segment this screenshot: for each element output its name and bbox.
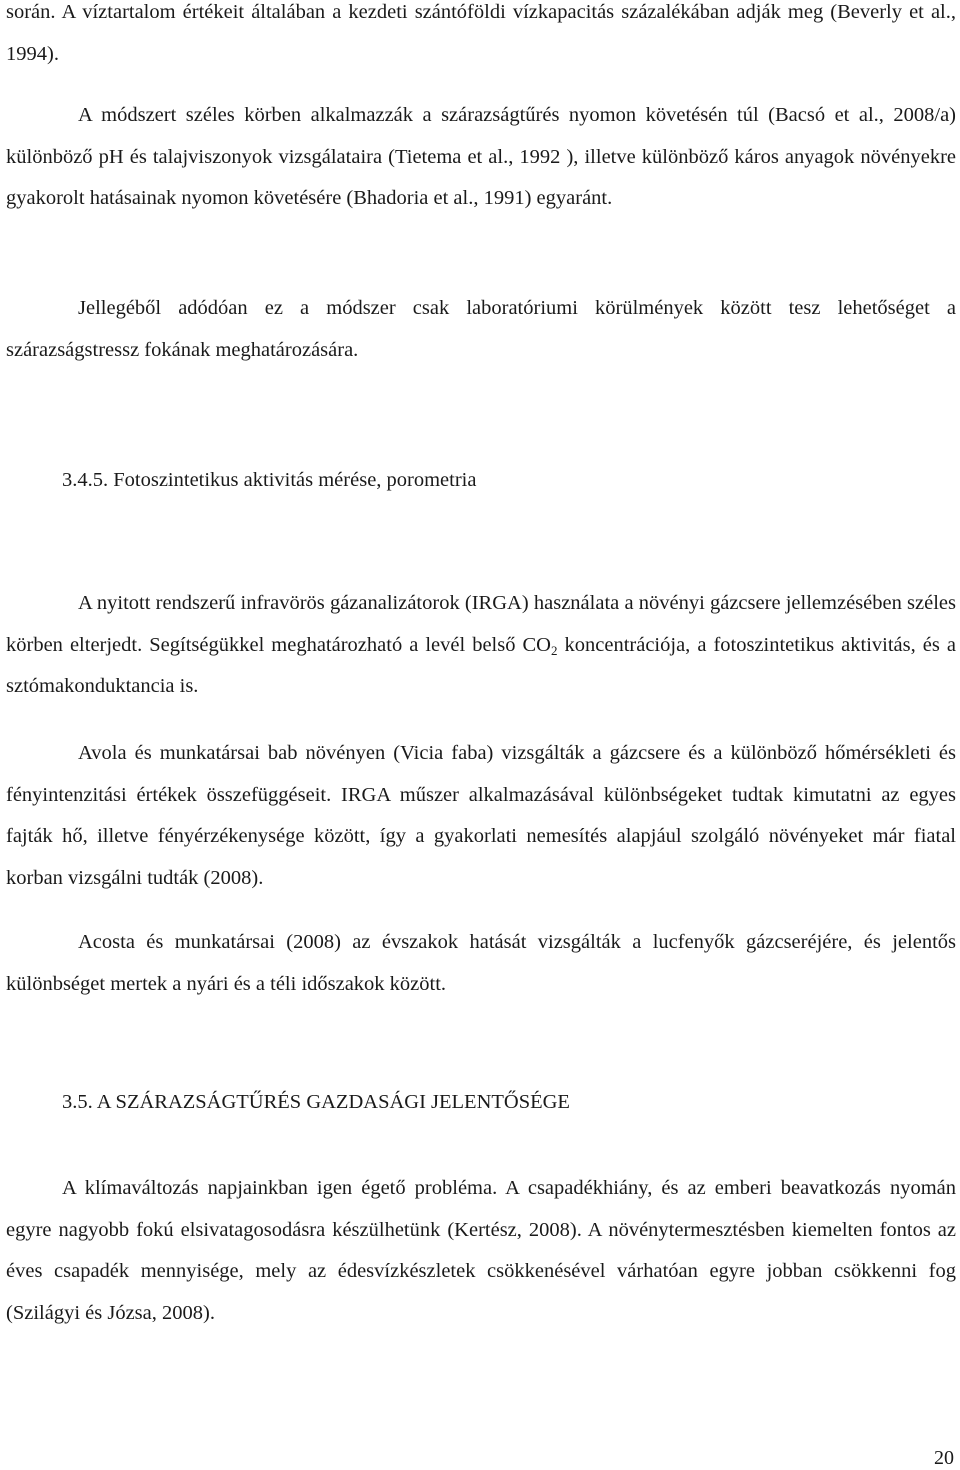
paragraph-irga-text: A nyitott rendszerű infravörös gázanalizátorok (IRGA) használata a növényi gázcsere jellemzésében széles körben elterjedt. Segítségükkel meghatározható a levél belső CO <box>6 592 956 656</box>
paragraph-method-applications: A módszert széles körben alkalmazzák a szárazságtűrés nyomon követésén túl (Bacsó et al., 2008/a) különböző pH és talajviszonyok vizsgálataira (Tietema et al., 1992 ), illetve különböző káros anyagok növényekre gyakorolt hatásainak nyomon követésére (Bhadoria et al., 1991) egyaránt. <box>6 104 956 209</box>
paragraph-climate-change: A klímaváltozás napjainkban igen égető probléma. A csapadékhiány, és az emberi beavatkozás nyomán egyre nagyobb fokú elsivatagosodásra készülhetünk (Kertész, 2008). A növénytermesztésben kiemelten fontos az éves csapadék mennyisége, mely az édesvízkészletek csökkenésével várhatóan egyre jobban csökkenni fog (Szilágyi és Józsa, 2008). <box>6 1177 956 1324</box>
paragraph-irga <box>6 583 956 708</box>
paragraph-lab-conditions: Jellegéből adódóan ez a módszer csak laboratóriumi körülmények között tesz lehetőséget a szárazságstressz fokának meghatározására. <box>6 297 956 361</box>
paragraph-water-content: során. A víztartalom értékeit általában a kezdeti szántóföldi vízkapacitás százalékában adják meg (Beverly et al., 1994). <box>6 1 956 65</box>
section-heading-3-4-5: 3.4.5. Fotoszintetikus aktivitás mérése, porometria <box>62 469 477 491</box>
section-heading-3-5: 3.5. A SZÁRAZSÁGTŰRÉS GAZDASÁGI JELENTŐSÉGE <box>62 1091 570 1113</box>
paragraph-acosta: Acosta és munkatársai (2008) az évszakok hatását vizsgálták a lucfenyők gázcseréjére, és jelentős különbséget mertek a nyári és a téli időszakok között. <box>6 931 956 995</box>
co2-subscript: 2 <box>550 642 558 658</box>
page-number: 20 <box>934 1447 954 1469</box>
paragraph-avola: Avola és munkatársai bab növényen (Vicia faba) vizsgálták a gázcsere és a különböző hőmérsékleti és fényintenzitási értékek összefüggéseit. IRGA műszer alkalmazásával különbségeket tudtak kimutatni az egyes fajták hő, illetve fényérzékenysége között, így a gyakorlati nemesítés alapjául szolgáló növényeket már fiatal korban vizsgálni tudták (2008). <box>6 742 956 889</box>
paragraph-irga-text-end: koncentrációja, a fotoszintetikus aktivitás, és a sztómakonduktancia is. <box>6 633 956 697</box>
